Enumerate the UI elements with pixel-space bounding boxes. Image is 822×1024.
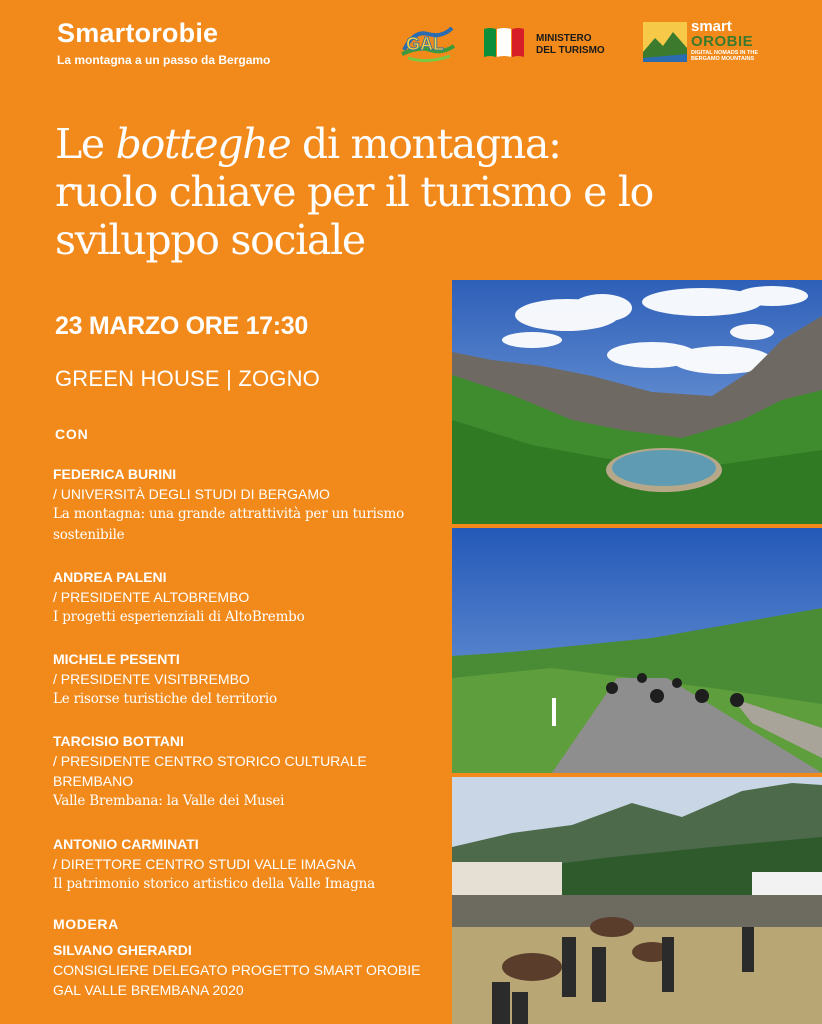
ministry-name xyxy=(536,33,605,57)
event-venue: GREEN HOUSE | ZOGNO xyxy=(55,366,320,391)
title-emphasis: botteghe xyxy=(115,120,291,168)
speaker-item xyxy=(53,464,438,546)
moderator-item xyxy=(53,940,438,1000)
smart-logo-line2: OROBIE xyxy=(691,33,754,50)
italy-flag-icon xyxy=(482,25,526,61)
speaker-name: ANDREA PALENI xyxy=(53,569,167,585)
speaker-role: / PRESIDENTE ALTOBREMBO xyxy=(53,589,250,605)
photo-mountain-lake xyxy=(452,280,822,524)
speaker-topic: Valle Brembana: la Valle dei Musei xyxy=(53,793,285,809)
speaker-item xyxy=(53,731,438,812)
ministry-logo xyxy=(482,23,622,63)
speaker-item xyxy=(53,567,438,628)
title-part2: di montagna: ruolo chiave per il turismo e lo sviluppo sociale xyxy=(55,120,654,264)
speaker-name: FEDERICA BURINI xyxy=(53,466,177,482)
speaker-topic: La montagna: una grande attrattività per un turismo sostenibile xyxy=(53,506,404,543)
smart-logo-line3: DIGITAL NOMADS IN THE BERGAMO MOUNTAINS xyxy=(691,50,759,62)
ministry-line2: DEL TURISMO xyxy=(536,45,605,56)
event-title xyxy=(55,120,655,264)
mountain-icon xyxy=(643,22,687,62)
photo-cyclists xyxy=(452,528,822,773)
speaker-role: / DIRETTORE CENTRO STUDI VALLE IMAGNA xyxy=(53,856,356,872)
speaker-topic: Le risorse turistiche del territorio xyxy=(53,691,277,707)
moderator-role: CONSIGLIERE DELEGATO PROGETTO SMART OROBIE GAL VALLE BREMBANA 2020 xyxy=(53,962,421,998)
speaker-name: TARCISIO BOTTANI xyxy=(53,733,184,749)
gal-logo-text: GAL xyxy=(406,34,444,54)
smart-logo-line1: smart xyxy=(691,18,732,35)
speaker-name: ANTONIO CARMINATI xyxy=(53,836,199,852)
speaker-name: MICHELE PESENTI xyxy=(53,651,180,667)
brand-name: Smartorobie xyxy=(57,18,219,48)
smart-orobie-logo xyxy=(643,20,780,66)
photo-cattle-fair xyxy=(452,777,822,1024)
speaker-role: / PRESIDENTE VISITBREMBO xyxy=(53,671,250,687)
speaker-role: / PRESIDENTE CENTRO STORICO CULTURALE BREMBANO xyxy=(53,753,367,789)
moderator-label: MODERA xyxy=(53,916,119,932)
moderator-name: SILVANO GHERARDI xyxy=(53,942,192,958)
speaker-item xyxy=(53,649,438,710)
speaker-topic: Il patrimonio storico artistico della Valle Imagna xyxy=(53,876,375,892)
brand-block xyxy=(57,18,270,67)
partner-logos xyxy=(400,20,780,68)
ministry-line1: MINISTERO xyxy=(536,33,592,44)
event-date-time: 23 MARZO ORE 17:30 xyxy=(55,312,309,340)
speaker-item xyxy=(53,834,438,895)
title-part1: Le xyxy=(55,120,116,168)
gal-logo xyxy=(400,20,456,64)
speaker-role: / UNIVERSITÀ DEGLI STUDI DI BERGAMO xyxy=(53,486,330,502)
speakers-label: CON xyxy=(55,426,89,442)
speaker-topic: I progetti esperienziali di AltoBrembo xyxy=(53,609,305,625)
brand-tagline: La montagna a un passo da Bergamo xyxy=(57,53,271,67)
